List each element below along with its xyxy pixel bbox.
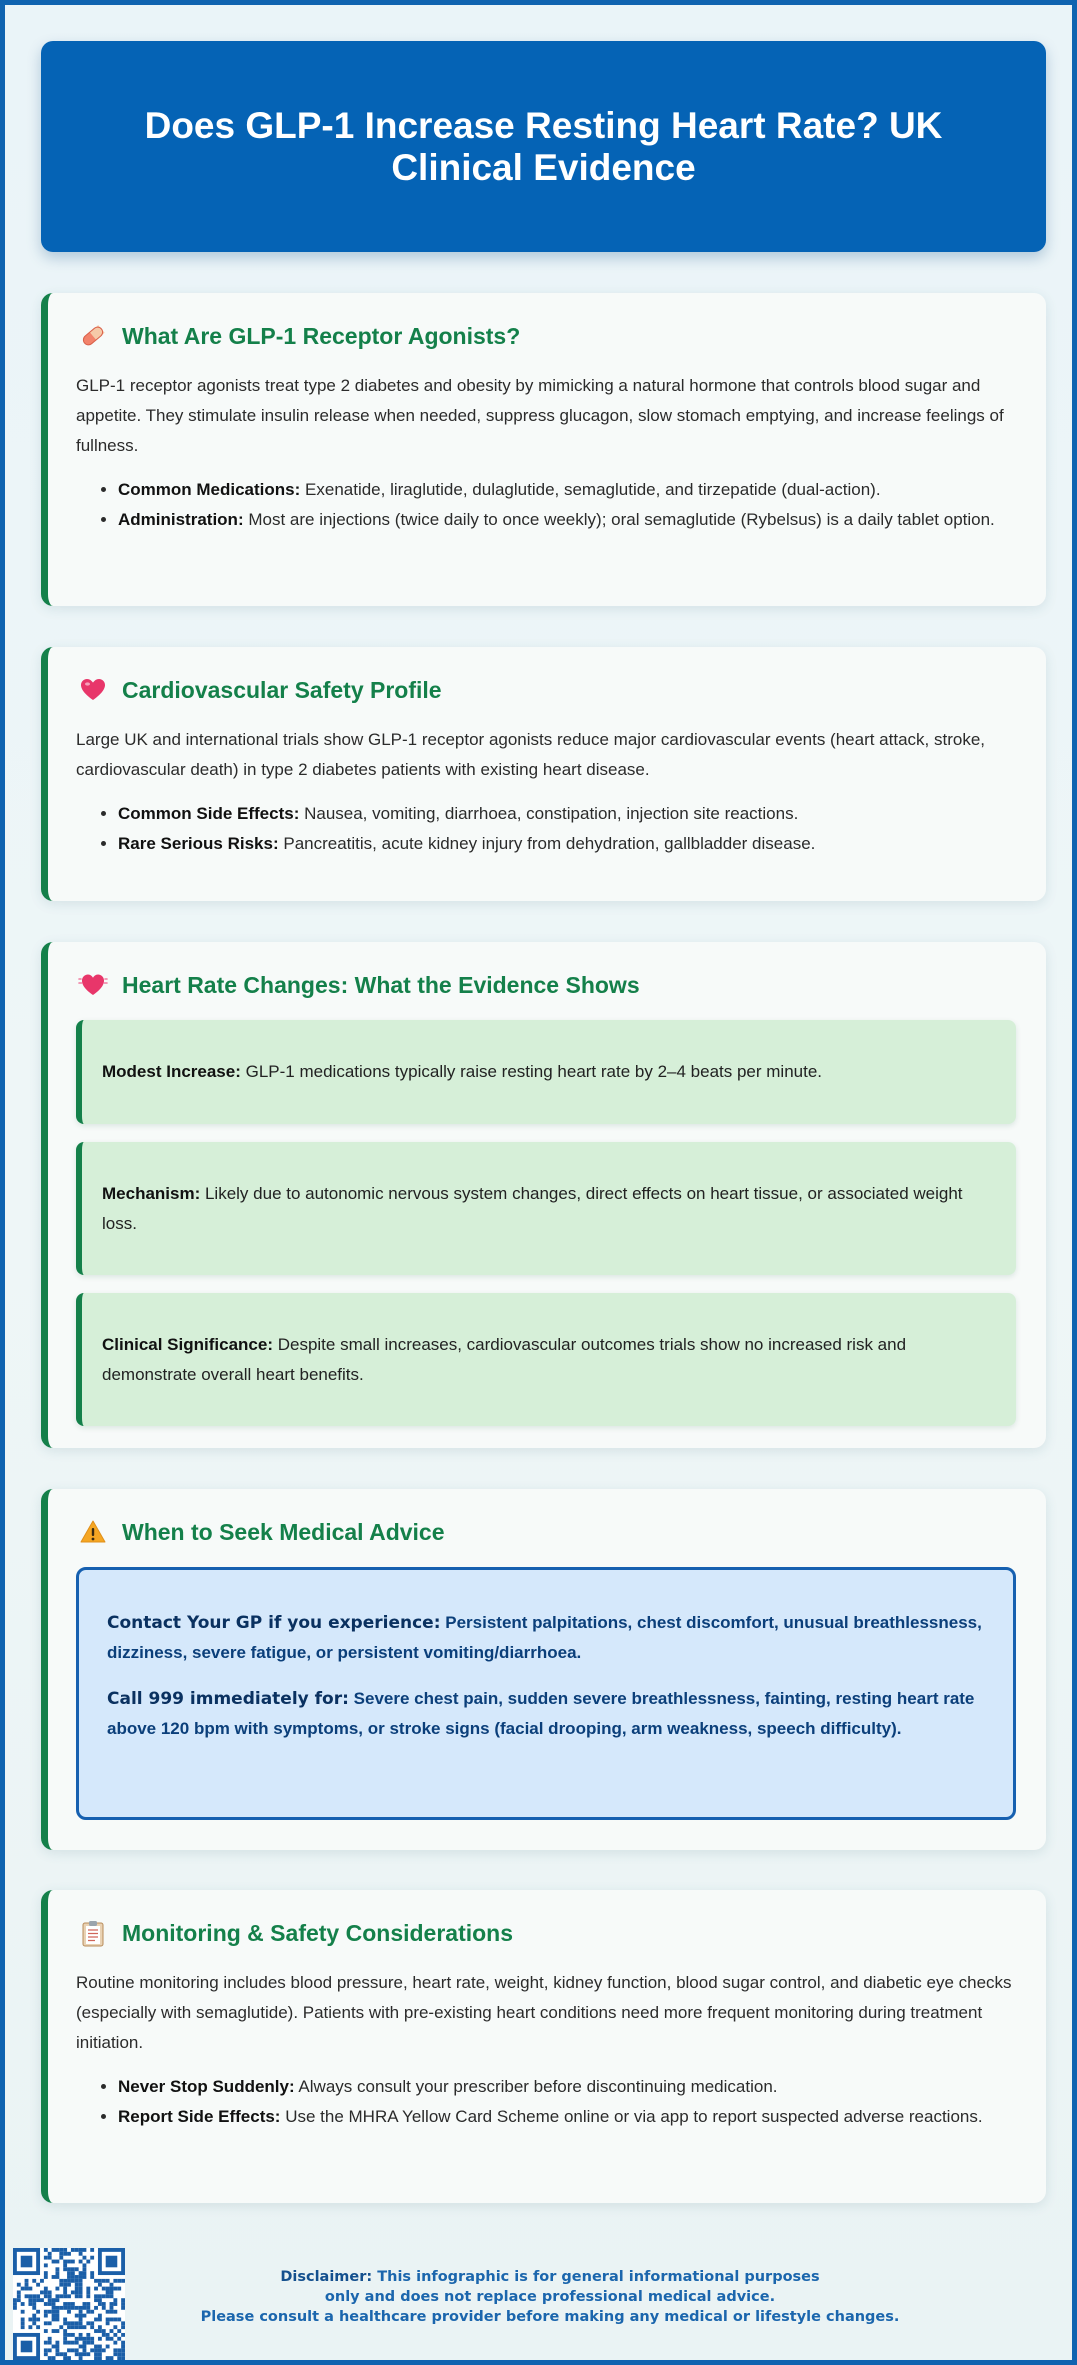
- section-title: When to Seek Medical Advice: [122, 1518, 445, 1545]
- page-header: [41, 41, 1046, 252]
- section-seek-medical-advice: [41, 1489, 1046, 1850]
- section-header: [76, 968, 1016, 1002]
- section-title: Cardiovascular Safety Profile: [122, 676, 442, 703]
- disclaimer: [155, 2267, 945, 2327]
- clipboard-icon: [76, 1916, 110, 1950]
- item-text: Use the MHRA Yellow Card Scheme online or via app to report suspected adverse reactions.: [280, 2107, 983, 2126]
- beating-heart-icon: [76, 968, 110, 1002]
- evidence-text: Likely due to autonomic nervous system changes, direct effects on heart tissue, or associated weight loss.: [102, 1183, 963, 1233]
- evidence-text: GLP-1 medications typically raise resting heart rate by 2–4 beats per minute.: [240, 1062, 823, 1081]
- item-text: Most are injections (twice daily to once weekly); oral semaglutide (Rybelsus) is a daily tablet option.: [243, 510, 995, 529]
- section-cardiovascular-safety: [41, 647, 1046, 901]
- qr-code[interactable]: [13, 2248, 125, 2360]
- gp-label: Contact Your GP if you experience:: [107, 1613, 441, 1633]
- section-body: GLP-1 receptor agonists treat type 2 diabetes and obesity by mimicking a natural hormone that controls blood sugar and appetite. They stimulate insulin release when needed, suppress glucagon, slow stomach emptying, and increase feelings of fullness.: [76, 376, 1004, 455]
- gp-text: Persistent palpitations, chest discomfort, unusual breathlessness, dizziness, severe fatigue, or persistent vomiting/diarrhoea.: [107, 1613, 982, 1662]
- item-text: Nausea, vomiting, diarrhoea, constipation, injection site reactions.: [299, 804, 799, 823]
- list-item: [118, 2102, 1016, 2132]
- section-header: [76, 1916, 1016, 1950]
- emergency-text: Severe chest pain, sudden severe breathlessness, fainting, resting heart rate above 120 bpm with symptoms, or stroke signs (facial drooping, arm weakness, speech difficulty).: [107, 1689, 975, 1738]
- list-item: [118, 829, 1016, 859]
- alert-box: [76, 1567, 1016, 1820]
- item-text: Pancreatitis, acute kidney injury from dehydration, gallbladder disease.: [278, 834, 816, 853]
- evidence-label: Mechanism:: [102, 1183, 201, 1203]
- section-what-are-glp1: [41, 293, 1046, 606]
- disclaimer-text: Please consult a healthcare provider before making any medical or lifestyle changes.: [200, 2309, 900, 2325]
- list-item: [118, 799, 1016, 829]
- item-label: Common Medications:: [118, 480, 301, 499]
- disclaimer-label: Disclaimer:: [280, 2269, 373, 2285]
- section-monitoring-safety: [41, 1890, 1046, 2203]
- footer: [5, 2245, 1072, 2360]
- evidence-box-mechanism: [76, 1142, 1016, 1275]
- section-list: [76, 475, 1016, 535]
- evidence-box-modest-increase: [76, 1020, 1016, 1124]
- evidence-text: Despite small increases, cardiovascular outcomes trials show no increased risk and demonstrate overall heart benefits.: [102, 1334, 907, 1384]
- section-title: Heart Rate Changes: What the Evidence Shows: [122, 971, 640, 998]
- section-title: Monitoring & Safety Considerations: [122, 1919, 514, 1946]
- section-header: [76, 319, 1016, 353]
- section-heart-rate-changes: [41, 942, 1046, 1448]
- section-title: What Are GLP-1 Receptor Agonists?: [122, 322, 521, 349]
- emergency-label: Call 999 immediately for:: [107, 1689, 349, 1709]
- item-label: Rare Serious Risks:: [118, 834, 279, 853]
- page-title: Does GLP-1 Increase Resting Heart Rate? UK Clinical Evidence: [144, 104, 943, 188]
- item-label: Common Side Effects:: [118, 804, 300, 823]
- item-text: Exenatide, liraglutide, dulaglutide, semaglutide, and tirzepatide (dual-action).: [300, 480, 881, 499]
- item-text: Always consult your prescriber before discontinuing medication.: [294, 2077, 778, 2096]
- evidence-label: Clinical Significance:: [102, 1334, 273, 1354]
- pill-icon: [76, 319, 110, 353]
- disclaimer-text: This infographic is for general informational purposes: [372, 2269, 820, 2285]
- emergency-advice: [107, 1684, 987, 1744]
- heart-icon: [76, 673, 110, 707]
- section-body: Routine monitoring includes blood pressure, heart rate, weight, kidney function, blood sugar control, and diabetic eye checks (especially with semaglutide). Patients with pre-existing heart conditions need more frequent monitoring during treatment initiation.: [76, 1973, 1012, 2052]
- disclaimer-text: only and does not replace professional medical advice.: [324, 2289, 776, 2305]
- section-list: [76, 799, 1016, 859]
- list-item: [118, 475, 1016, 505]
- section-header: [76, 1515, 1016, 1549]
- item-label: Report Side Effects:: [118, 2107, 281, 2126]
- list-item: [118, 2072, 1016, 2102]
- section-header: [76, 673, 1016, 707]
- item-label: Administration:: [118, 510, 244, 529]
- evidence-label: Modest Increase:: [102, 1062, 241, 1081]
- evidence-box-clinical-significance: [76, 1293, 1016, 1426]
- list-item: [118, 505, 1016, 535]
- section-list: [76, 2072, 1016, 2132]
- warning-icon: [76, 1515, 110, 1549]
- item-label: Never Stop Suddenly:: [118, 2077, 295, 2096]
- section-body: Large UK and international trials show GLP-1 receptor agonists reduce major cardiovascular events (heart attack, stroke, cardiovascular death) in type 2 diabetes patients with existing heart disease.: [76, 730, 986, 779]
- gp-advice: [107, 1608, 987, 1668]
